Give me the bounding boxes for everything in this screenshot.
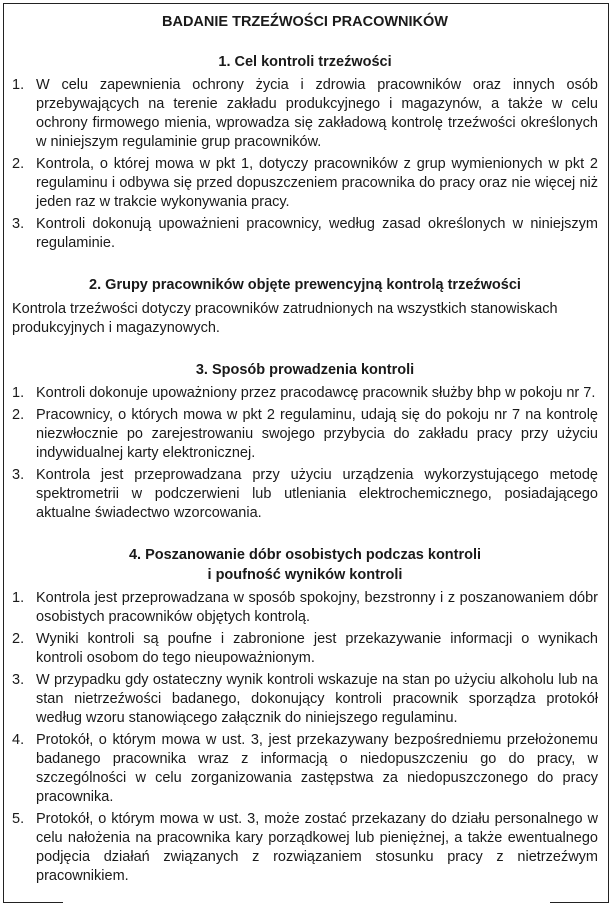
frame-bottom-right-border [550,902,609,903]
frame-bottom-left-border [3,902,63,903]
item-text: Wyniki kontroli są poufne i zabronione jest przekazywanie informacji o wynikach kontroli osobom do tego nieupoważnionym. [36,631,598,666]
list-item [12,630,598,668]
item-text: Kontrola jest przeprowadzana w sposób spokojny, bezstronny i z poszanowaniem dóbr osobistych pracowników objętych kontrolą. [36,590,598,625]
list-item [12,406,598,463]
item-text: Kontroli dokonują upoważnieni pracownicy, według zasad określonych w niniejszym regulaminie. [36,216,598,251]
item-number: 2. [12,631,25,647]
item-text: Kontrola, o której mowa w pkt 1, dotyczy pracowników z grup wymienionych w pkt 2 regulaminu i odbywa się przed dopuszczeniem pracownika do pracy oraz nie więcej niż jeden raz w trakcie wykonywania pracy. [36,156,598,210]
section-heading: 2. Grupy pracowników objęte prewencyjną kontrolą trzeźwości [89,277,521,293]
item-number: 2. [12,156,25,172]
section-list [12,589,598,886]
section-purpose [12,52,598,253]
section-heading-line1: 4. Poszanowanie dóbr osobistych podczas kontroli [128,547,482,563]
list-item [12,810,598,886]
item-text: Pracownicy, o których mowa w pkt 2 regulaminu, udają się do pokoju nr 7 na kontrolę niezwłocznie po zarejestrowaniu swojego przybycia do zakładu pracy przy użyciu indywidualnej karty elektronicznej. [36,407,598,461]
section-list [12,76,598,253]
section-heading: 1. Cel kontroli trzeźwości [218,54,392,70]
item-number: 1. [12,77,25,93]
item-number: 5. [12,811,25,827]
item-text: Protokół, o którym mowa w ust. 3, może zostać przekazany do działu personalnego w celu nałożenia na pracownika kary porządkowej lub pieniężnej, a także ewentualnego podjęcia działań związanych z rozwiązaniem stosunku pracy z nietrzeźwym pracownikiem. [36,811,598,884]
item-number: 3. [12,672,25,688]
item-number: 3. [12,467,25,483]
list-item [12,76,598,152]
list-item [12,384,598,403]
item-text: W przypadku gdy ostateczny wynik kontroli wskazuje na stan po użyciu alkoholu lub na stan nietrzeźwości badanego, dokonujący kontroli pracownik sporządza protokół według wzoru stanowiącego załącznik do niniejszego regulaminu. [36,672,598,726]
section-heading: 3. Sposób prowadzenia kontroli [195,362,415,378]
document-title: BADANIE TRZEŹWOŚCI PRACOWNIKÓW [162,14,448,30]
list-item [12,155,598,212]
item-number: 1. [12,590,25,606]
section-groups [12,275,598,338]
item-number: 2. [12,407,25,423]
section-procedure [12,360,598,523]
document-content [12,10,598,889]
item-text: Protokół, o którym mowa w ust. 3, jest przekazywany bezpośredniemu przełożonemu badanego pracownika wraz z informacją o niedopuszczeniu go do pracy, w szczególności w celu zorganizowania zastępstwa za niedopuszczonego do pracy pracownika. [36,732,598,805]
section-privacy [12,545,598,886]
item-number: 3. [12,216,25,232]
list-item [12,589,598,627]
item-number: 1. [12,385,25,401]
section-heading-line2: i poufność wyników kontroli [207,567,403,583]
item-text: Kontroli dokonuje upoważniony przez pracodawcę pracownik służby bhp w pokoju nr 7. [36,385,596,401]
list-item [12,671,598,728]
list-item [12,731,598,807]
section-paragraph: Kontrola trzeźwości dotyczy pracowników zatrudnionych na wszystkich stanowiskach produkcyjnych i magazynowych. [12,301,558,336]
item-text: Kontrola jest przeprowadzana przy użyciu urządzenia wykorzystującego metodę spektrometrii w podczerwieni lub utleniania elektrochemicznego, posiadającego aktualne świadectwo wzorcowania. [36,467,598,521]
list-item [12,215,598,253]
section-list [12,384,598,523]
list-item [12,466,598,523]
item-text: W celu zapewnienia ochrony życia i zdrowia pracowników oraz innych osób przebywających na terenie zakładu produkcyjnego i magazynów, a także w celu ochrony firmowego mienia, wprowadza się zakładową kontrolę trzeźwości określonych w niniejszym regulaminie grup pracowników. [36,77,598,150]
item-number: 4. [12,732,25,748]
